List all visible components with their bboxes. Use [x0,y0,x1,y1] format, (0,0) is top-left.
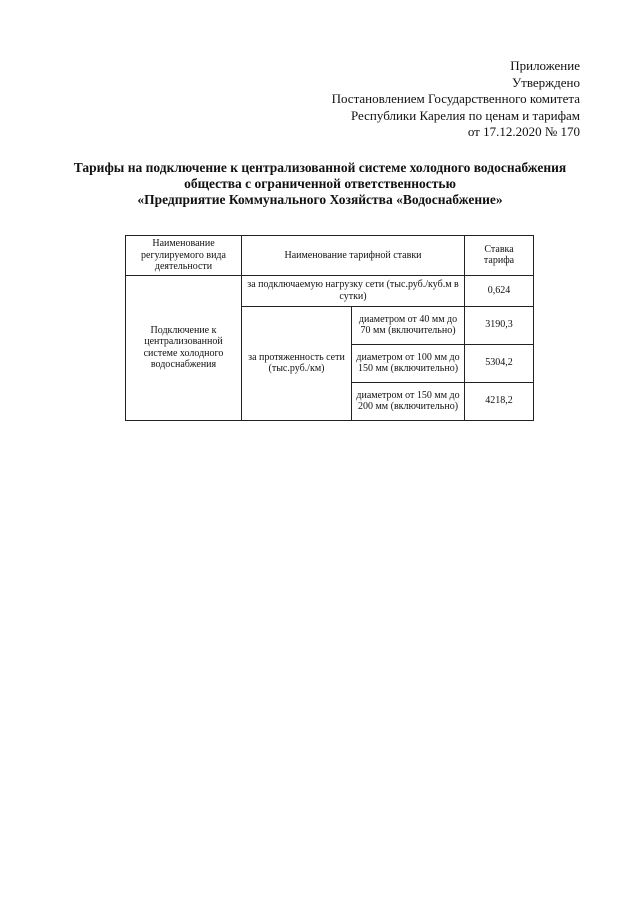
header-activity: Наименование регулируемого вида деятельности [126,236,242,276]
activity-cell: Подключение к централизованной системе холодного водоснабжения [126,275,242,420]
header-rate-name: Наименование тарифной ставки [242,236,465,276]
title-line: Тарифы на подключение к централизованной системе холодного водоснабжения [73,160,567,175]
diameter-value: 5304,2 [465,344,534,382]
table-header-row [126,236,534,276]
diameter-label: диаметром от 150 мм до 200 мм (включительно) [352,382,465,420]
diameter-value: 4218,2 [465,382,534,420]
load-rate-label: за подключаемую нагрузку сети (тыс.руб./куб.м в сутки) [242,275,465,306]
tariff-table [125,235,534,421]
approval-line: Утверждено [511,74,580,90]
document-title [60,160,580,208]
header-rate: Ставка тарифа [465,236,534,276]
table-row [126,275,534,306]
diameter-label: диаметром от 100 мм до 150 мм (включительно) [352,344,465,382]
diameter-label: диаметром от 40 мм до 70 мм (включительно) [352,306,465,344]
load-rate-value: 0,624 [465,275,534,306]
approval-line: от 17.12.2020 № 170 [467,124,580,139]
approval-line: Республики Карелия по ценам и тарифам [350,107,580,123]
approval-line: Приложение [510,58,580,73]
approval-line: Постановлением Государственного комитета [331,91,580,106]
title-line: общества с ограниченной ответственностью [184,176,456,191]
title-line: «Предприятие Коммунального Хозяйства «Водоснабжение» [137,192,503,207]
diameter-value: 3190,3 [465,306,534,344]
length-rate-label: за протяженность сети (тыс.руб./км) [242,306,352,420]
approval-block [332,58,580,141]
